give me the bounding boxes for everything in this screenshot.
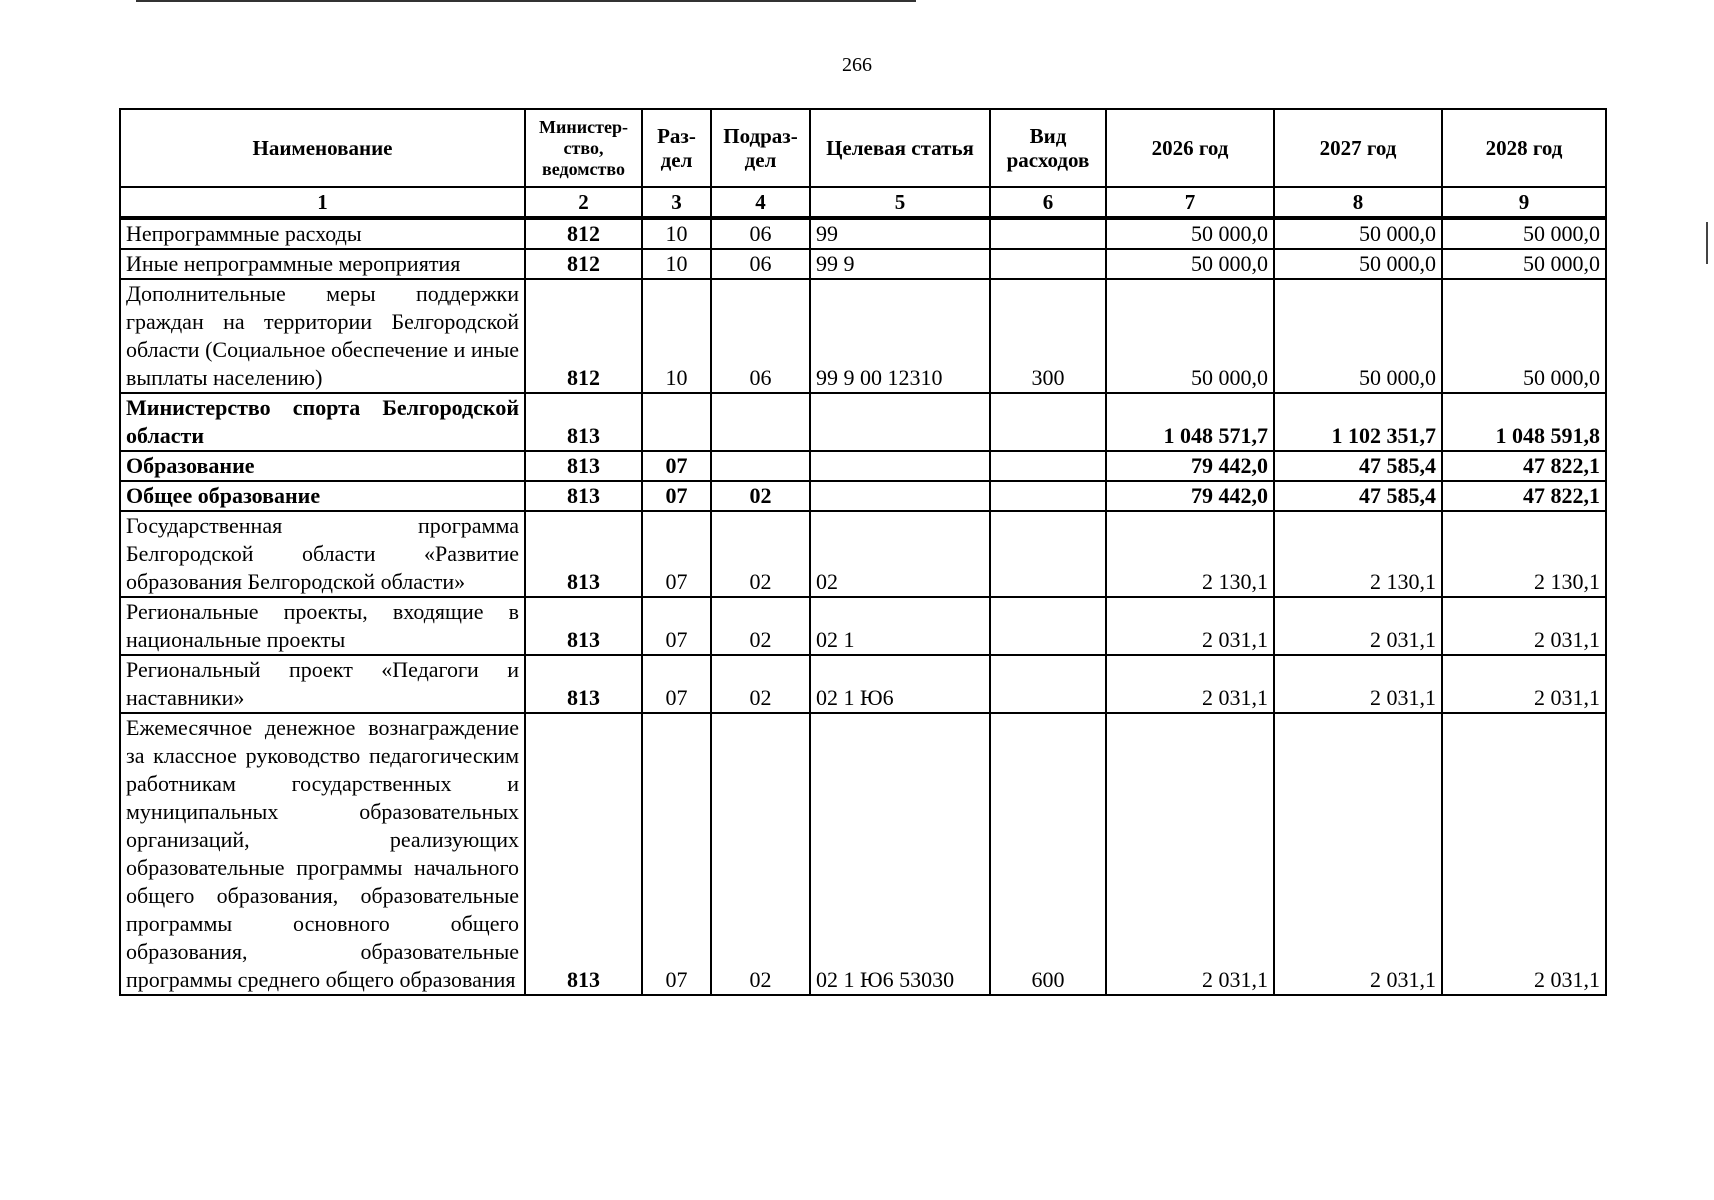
row-subsection bbox=[711, 451, 810, 481]
row-name: Образование bbox=[120, 451, 525, 481]
row-expense-type bbox=[990, 249, 1106, 279]
row-target: 99 9 00 12310 bbox=[810, 279, 990, 393]
row-2027: 47 585,4 bbox=[1274, 481, 1442, 511]
margin-mark bbox=[1706, 222, 1708, 264]
row-2028: 2 130,1 bbox=[1442, 511, 1606, 597]
row-2028: 50 000,0 bbox=[1442, 279, 1606, 393]
row-2028: 50 000,0 bbox=[1442, 249, 1606, 279]
table-row bbox=[120, 218, 1606, 249]
column-number: 2 bbox=[525, 187, 642, 218]
row-expense-type bbox=[990, 511, 1106, 597]
row-name: Региональные проекты, входящие в национальные проекты bbox=[120, 597, 525, 655]
column-number: 3 bbox=[642, 187, 711, 218]
row-section: 07 bbox=[642, 511, 711, 597]
row-target: 02 1 Ю6 bbox=[810, 655, 990, 713]
row-subsection: 06 bbox=[711, 218, 810, 249]
top-rule bbox=[136, 0, 916, 2]
row-subsection: 06 bbox=[711, 249, 810, 279]
row-section: 10 bbox=[642, 218, 711, 249]
header-2027: 2027 год bbox=[1274, 109, 1442, 187]
row-ministry: 812 bbox=[525, 279, 642, 393]
row-name: Общее образование bbox=[120, 481, 525, 511]
row-2027: 50 000,0 bbox=[1274, 218, 1442, 249]
column-number: 5 bbox=[810, 187, 990, 218]
row-section: 07 bbox=[642, 713, 711, 995]
row-2027: 2 031,1 bbox=[1274, 655, 1442, 713]
column-number: 1 bbox=[120, 187, 525, 218]
table-row bbox=[120, 249, 1606, 279]
row-2026: 79 442,0 bbox=[1106, 481, 1274, 511]
row-ministry: 812 bbox=[525, 249, 642, 279]
header-subsection: Подраз-дел bbox=[711, 109, 810, 187]
row-ministry: 813 bbox=[525, 597, 642, 655]
row-2026: 79 442,0 bbox=[1106, 451, 1274, 481]
row-2027: 2 031,1 bbox=[1274, 713, 1442, 995]
row-expense-type bbox=[990, 451, 1106, 481]
row-section: 10 bbox=[642, 249, 711, 279]
table-row bbox=[120, 279, 1606, 393]
table-row bbox=[120, 511, 1606, 597]
row-name: Государственная программа Белгородской области «Развитие образования Белгородской области» bbox=[120, 511, 525, 597]
row-ministry: 812 bbox=[525, 218, 642, 249]
row-ministry: 813 bbox=[525, 713, 642, 995]
row-subsection: 02 bbox=[711, 597, 810, 655]
row-2028: 2 031,1 bbox=[1442, 655, 1606, 713]
table-row bbox=[120, 393, 1606, 451]
row-ministry: 813 bbox=[525, 451, 642, 481]
row-subsection: 02 bbox=[711, 655, 810, 713]
row-2028: 2 031,1 bbox=[1442, 597, 1606, 655]
budget-table bbox=[119, 108, 1607, 996]
table-row bbox=[120, 597, 1606, 655]
row-name: Иные непрограммные мероприятия bbox=[120, 249, 525, 279]
column-number: 4 bbox=[711, 187, 810, 218]
row-expense-type bbox=[990, 597, 1106, 655]
row-section bbox=[642, 393, 711, 451]
row-section: 07 bbox=[642, 597, 711, 655]
row-expense-type bbox=[990, 393, 1106, 451]
column-number-row bbox=[120, 187, 1606, 218]
row-2026: 2 031,1 bbox=[1106, 655, 1274, 713]
row-expense-type bbox=[990, 481, 1106, 511]
row-section: 07 bbox=[642, 481, 711, 511]
row-subsection: 02 bbox=[711, 511, 810, 597]
row-name: Министерство спорта Белгородской области bbox=[120, 393, 525, 451]
row-name: Ежемесячное денежное вознаграждение за классное руководство педагогическим работникам государственных и муниципальных образовательных организаций, реализующих образовательные программы начального общего образования, образовательные программы основного общего образования, образовательные программы среднего общего образования bbox=[120, 713, 525, 995]
header-2028: 2028 год bbox=[1442, 109, 1606, 187]
row-ministry: 813 bbox=[525, 481, 642, 511]
row-subsection: 02 bbox=[711, 481, 810, 511]
row-subsection: 06 bbox=[711, 279, 810, 393]
row-ministry: 813 bbox=[525, 511, 642, 597]
table-row bbox=[120, 713, 1606, 995]
row-2026: 50 000,0 bbox=[1106, 249, 1274, 279]
row-2026: 2 031,1 bbox=[1106, 597, 1274, 655]
row-target bbox=[810, 393, 990, 451]
row-name: Региональный проект «Педагоги и наставники» bbox=[120, 655, 525, 713]
row-subsection: 02 bbox=[711, 713, 810, 995]
column-number: 9 bbox=[1442, 187, 1606, 218]
row-2028: 1 048 591,8 bbox=[1442, 393, 1606, 451]
row-2028: 47 822,1 bbox=[1442, 481, 1606, 511]
page-number: 266 bbox=[842, 54, 872, 76]
header-target: Целевая статья bbox=[810, 109, 990, 187]
table-row bbox=[120, 481, 1606, 511]
table-row bbox=[120, 451, 1606, 481]
row-2026: 2 031,1 bbox=[1106, 713, 1274, 995]
column-number: 7 bbox=[1106, 187, 1274, 218]
row-2027: 50 000,0 bbox=[1274, 279, 1442, 393]
row-expense-type bbox=[990, 655, 1106, 713]
table-row bbox=[120, 655, 1606, 713]
header-2026: 2026 год bbox=[1106, 109, 1274, 187]
header-expense-type: Вид расходов bbox=[990, 109, 1106, 187]
header-section: Раз-дел bbox=[642, 109, 711, 187]
row-target: 02 bbox=[810, 511, 990, 597]
row-ministry: 813 bbox=[525, 655, 642, 713]
row-2027: 50 000,0 bbox=[1274, 249, 1442, 279]
row-expense-type: 300 bbox=[990, 279, 1106, 393]
row-2027: 2 031,1 bbox=[1274, 597, 1442, 655]
column-number: 8 bbox=[1274, 187, 1442, 218]
row-subsection bbox=[711, 393, 810, 451]
row-2027: 1 102 351,7 bbox=[1274, 393, 1442, 451]
row-section: 07 bbox=[642, 451, 711, 481]
row-target: 99 9 bbox=[810, 249, 990, 279]
row-target: 02 1 Ю6 53030 bbox=[810, 713, 990, 995]
row-2026: 50 000,0 bbox=[1106, 218, 1274, 249]
row-2028: 2 031,1 bbox=[1442, 713, 1606, 995]
header-row bbox=[120, 109, 1606, 187]
row-2027: 47 585,4 bbox=[1274, 451, 1442, 481]
row-target bbox=[810, 451, 990, 481]
row-target bbox=[810, 481, 990, 511]
row-expense-type: 600 bbox=[990, 713, 1106, 995]
row-2026: 2 130,1 bbox=[1106, 511, 1274, 597]
row-2027: 2 130,1 bbox=[1274, 511, 1442, 597]
row-2028: 47 822,1 bbox=[1442, 451, 1606, 481]
row-2026: 1 048 571,7 bbox=[1106, 393, 1274, 451]
row-expense-type bbox=[990, 218, 1106, 249]
row-section: 07 bbox=[642, 655, 711, 713]
header-ministry: Министер-ство, ведомство bbox=[525, 109, 642, 187]
row-section: 10 bbox=[642, 279, 711, 393]
row-name: Непрограммные расходы bbox=[120, 218, 525, 249]
row-2028: 50 000,0 bbox=[1442, 218, 1606, 249]
row-name: Дополнительные меры поддержки граждан на территории Белгородской области (Социальное обеспечение и иные выплаты населению) bbox=[120, 279, 525, 393]
column-number: 6 bbox=[990, 187, 1106, 218]
row-target: 99 bbox=[810, 218, 990, 249]
header-name: Наименование bbox=[120, 109, 525, 187]
row-target: 02 1 bbox=[810, 597, 990, 655]
row-ministry: 813 bbox=[525, 393, 642, 451]
row-2026: 50 000,0 bbox=[1106, 279, 1274, 393]
